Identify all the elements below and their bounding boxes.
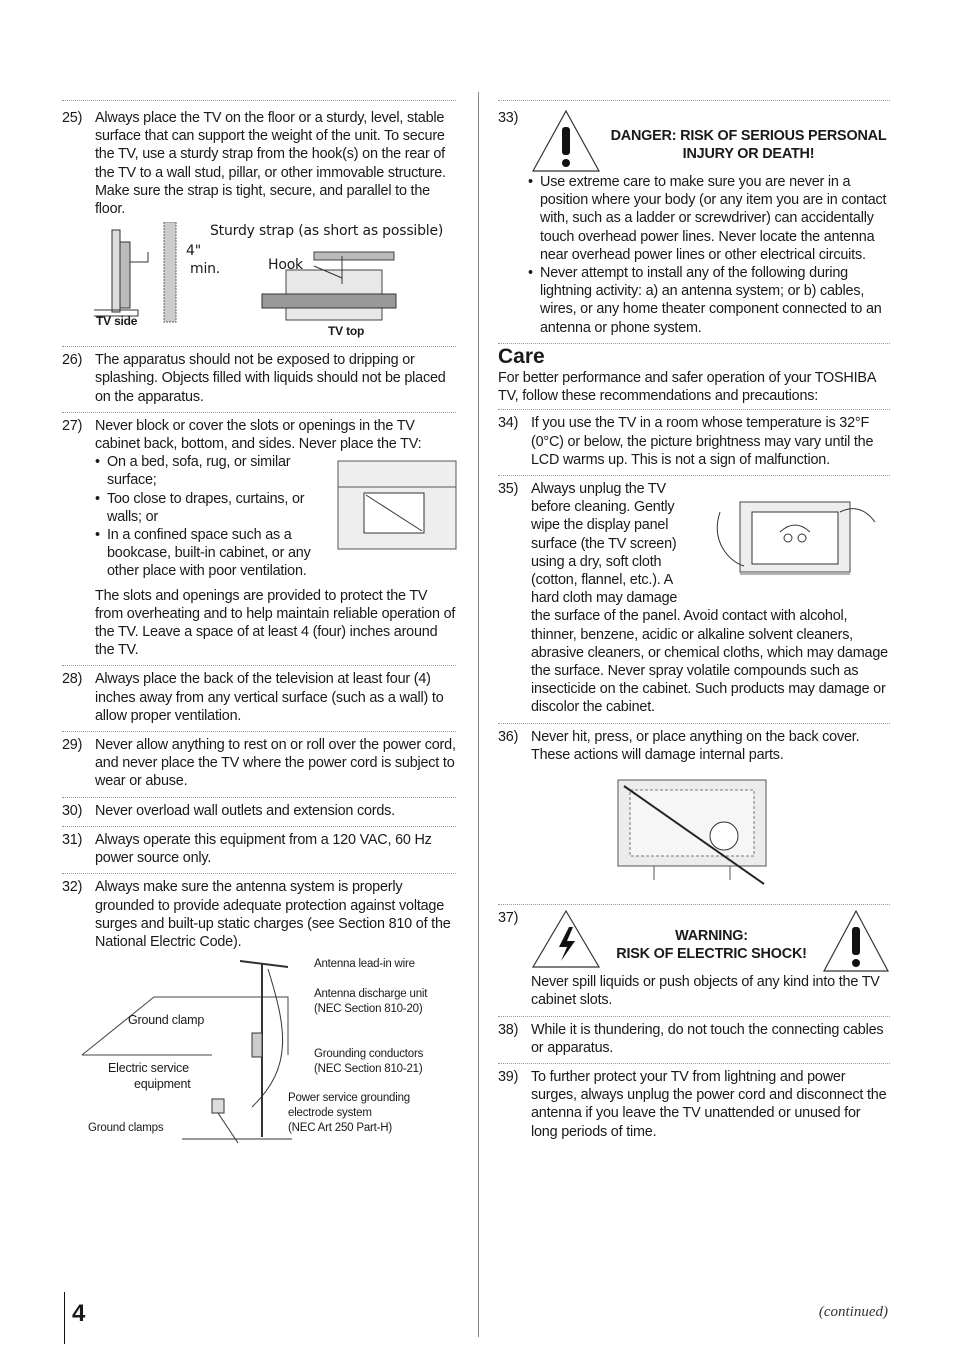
item-31: 31) Always operate this equipment from a 120 VAC, 60 Hz power source only. xyxy=(62,827,456,874)
cleaning-illustration xyxy=(700,482,890,586)
page-number-rule xyxy=(64,1292,65,1344)
label-grounding-conductors: Grounding conductors xyxy=(314,1048,424,1061)
item-30: 30) Never overload wall outlets and extension cords. xyxy=(62,798,456,827)
bullet-lightning: • Never attempt to install any of the following during lightning activity: a) an antenna system; or b) cables, wires, or any home theater component connected to an antenna or phone system. xyxy=(528,264,890,337)
item-39: 39) To further protect your TV from lightning and power surges, always unplug the power cord and disconnect the antenna if you leave the TV unattended or unused for long periods of time. xyxy=(498,1068,887,1140)
item-38: 38) While it is thundering, do not touch the connecting cables or apparatus. xyxy=(498,1017,890,1064)
clearance-label: 4" xyxy=(186,243,201,260)
right-column xyxy=(498,100,890,1147)
item-37: 37) WARNING: RISK OF ELECTRIC SHOCK! Never spill liquids or push objects of any kind into the TV cabinet slots. xyxy=(498,905,890,1016)
label-ground-clamp: Ground clamp xyxy=(128,1013,205,1028)
label-equipment: equipment xyxy=(134,1077,191,1092)
care-intro: For better performance and safer operation of your TOSHIBA TV, follow these recommendations and precautions: xyxy=(498,370,876,405)
label-grounding-nec: (NEC Section 810-21) xyxy=(314,1063,423,1076)
label-discharge: Antenna discharge unit xyxy=(314,988,428,1001)
bullet-bed: • On a bed, sofa, rug, or similar surface; xyxy=(95,453,328,489)
item-35: 35) Always unplug the TV before cleaning. Gently wipe the display panel surface (the TV screen) using a dry, soft cloth (cotton, flannel, etc.). A hard cloth may damage the surface of the panel. Avoid contact with alcohol, thinner, benzene, acidic or alkaline solvent cleaners, abrasive cleaners, or chemical cloths, which may damage the surface. Never spray volatile compounds such as insecticide on the cabinet. Such products may damage or discolor the cabinet. xyxy=(498,476,890,724)
continued-note: (continued) xyxy=(818,1304,888,1320)
grounding-figure xyxy=(62,957,456,1153)
bullet-power-lines: • Use extreme care to make sure you are never in a position where your body (or any item you are in contact with, such as a ladder or screwdriver) can accidentally touch overhead power lines. Never locate the antenna near overhead power lines or other electrical circuits. xyxy=(528,173,890,264)
item-27: 27) Never block or cover the slots or openings in the TV cabinet back, bottom, and sides. Never place the TV: • On a bed, sofa, rug, or similar surface; • Too close to drapes, curtains, or walls; or • In a confined space such as a bookcase, built-in cabinet, or any other place with poor ventilation. The slots and openings are provided to protect the TV from overheating and to help maintain reliable operation of the TV. Leave a space of at least 4 (four) inches around the TV. xyxy=(62,413,456,667)
warning-subtitle: RISK OF ELECTRIC SHOCK! xyxy=(616,946,807,963)
label-electrode: electrode system xyxy=(288,1107,372,1120)
item-36: 36) Never hit, press, or place anything on the back cover. These actions will damage internal parts. xyxy=(498,724,890,905)
label-power-service: Power service grounding xyxy=(288,1092,410,1105)
item-34: 34) If you use the TV in a room whose temperature is 32°F (0°C) or below, the picture brightness may vary until the LCD warms up. This is not a sign of malfunction. xyxy=(498,410,890,476)
item-32: 32) Always make sure the antenna system is properly grounded to provide adequate protection against voltage surges and built-up static charges (see Section 810 of the National Electric Code). Antenna lead-in wire Antenna discharge unit (NEC Section 810-20) Ground clamp Grounding conductors (NEC Section 810-21) Electric service equipment Power service grounding electrode system (NEC Art 250 Part-H) Ground clamps xyxy=(62,874,456,1159)
label-lead-in: Antenna lead-in wire xyxy=(314,958,415,971)
danger-subtitle: INJURY OR DEATH! xyxy=(682,146,815,163)
label-ground-clamps: Ground clamps xyxy=(88,1122,164,1135)
bullet-drapes: • Too close to drapes, curtains, or walls; or xyxy=(95,490,328,526)
label-nec-art: (NEC Art 250 Part-H) xyxy=(288,1122,392,1135)
item-text: Always place the TV on the floor or a sturdy, level, stable surface that can support the weight of the unit. To secure the TV, use a sturdy strap from the hook(s) on the rear of the TV to a wall stud, pillar, or other immovable structure. Make sure the strap is tight, secure, and parallel to the floor. xyxy=(95,110,446,218)
column-divider xyxy=(478,92,479,1337)
electric-shock-icon xyxy=(531,909,601,969)
item-28: 28) Always place the back of the television at least four (4) inches away from any vertical surface (such as a wall) to allow proper ventilation. xyxy=(62,666,456,732)
page-number: 4 xyxy=(72,1300,86,1327)
clearance-min-label: min. xyxy=(190,261,221,278)
tv-side-label: TV side xyxy=(96,314,138,329)
caution-icon xyxy=(822,909,890,973)
danger-warning-icon xyxy=(531,109,601,173)
bullet-confined: • In a confined space such as a bookcase, built-in cabinet, or any other place with poor ventilation. xyxy=(95,526,328,581)
item-29: 29) Never allow anything to rest on or roll over the power cord, and never place the TV where the power cord is subject to wear or abuse. xyxy=(62,732,456,798)
back-cover-illustration xyxy=(614,776,774,888)
item-25 xyxy=(62,105,456,347)
top-rule xyxy=(62,100,456,101)
tv-top-label: TV top xyxy=(328,324,365,339)
care-heading: Care xyxy=(498,344,545,368)
item-33: 33) DANGER: RISK OF SERIOUS PERSONAL INJURY OR DEATH! • Use extreme care to make sure you are never in a position where your body (or any item you are in contact with, such as a ladder or screwdriver) can accidentally touch overhead power lines. Never locate the antenna near overhead power lines or other electrical circuits. • Never attempt to install any of the following during lightning activity: a) an antenna system; or b) cables, wires, or any home theater component connected to an antenna or phone system. xyxy=(498,105,890,344)
hook-label: Hook xyxy=(268,257,303,274)
top-rule xyxy=(498,100,890,101)
strap-figure xyxy=(92,222,456,340)
bookcase-illustration xyxy=(336,459,458,551)
warning-title: WARNING: xyxy=(675,928,748,945)
care-section xyxy=(498,344,890,411)
left-column xyxy=(62,100,456,1159)
strap-label: Sturdy strap (as short as possible) xyxy=(210,223,444,240)
label-discharge-nec: (NEC Section 810-20) xyxy=(314,1003,423,1016)
danger-title: DANGER: RISK OF SERIOUS PERSONAL xyxy=(610,128,887,144)
item-number: 25) xyxy=(62,110,83,126)
item-26: 26) The apparatus should not be exposed to dripping or splashing. Objects filled with liquids should not be placed on the apparatus. xyxy=(62,347,456,413)
label-electric-service: Electric service xyxy=(108,1061,189,1076)
